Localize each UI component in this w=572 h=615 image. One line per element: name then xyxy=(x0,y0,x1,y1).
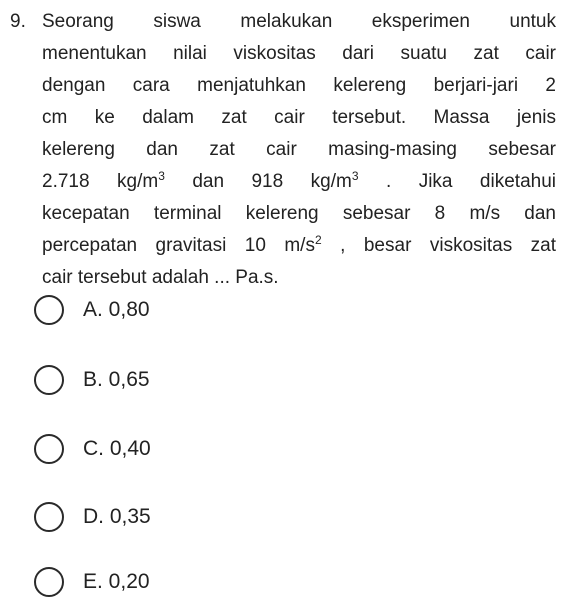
question-line: dengan cara menjatuhkan kelereng berjari-jari 2 xyxy=(42,75,556,96)
option-b[interactable] xyxy=(34,360,150,400)
radio-button-icon[interactable] xyxy=(34,434,64,464)
option-label: D. 0,35 xyxy=(83,505,151,528)
question-line: cm ke dalam zat cair tersebut. Massa jenis xyxy=(42,107,556,128)
option-d[interactable] xyxy=(34,497,151,537)
question-line: kecepatan terminal kelereng sebesar 8 m/s dan xyxy=(42,203,556,224)
question-line-densities xyxy=(42,166,556,198)
question-text xyxy=(42,6,556,294)
question-line: cair tersebut adalah ... Pa.s. xyxy=(42,267,279,288)
question-line: Seorang siswa melakukan eksperimen untuk xyxy=(42,11,556,32)
density-unit: $kg/m^3$ xyxy=(117,169,165,192)
question-number: 9. xyxy=(10,11,26,32)
question-line-gravity: percepatan gravitasi 10 $m/s^2$ , besar viskositas zat xyxy=(42,233,557,256)
radio-button-icon[interactable] xyxy=(34,567,64,597)
radio-button-icon[interactable] xyxy=(34,502,64,532)
radio-button-icon[interactable] xyxy=(34,365,64,395)
option-c[interactable] xyxy=(34,429,151,469)
option-e[interactable] xyxy=(34,562,150,602)
density-unit: $kg/m^3$ xyxy=(310,169,359,192)
option-label: E. 0,20 xyxy=(83,570,150,593)
question-line: kelereng dan zat cair masing-masing sebesar xyxy=(42,139,556,160)
option-label: B. 0,65 xyxy=(83,368,150,391)
question xyxy=(10,6,556,294)
question-line: menentukan nilai viskositas dari suatu zat cair xyxy=(42,43,556,64)
density-kelereng: 2.718 xyxy=(42,171,90,192)
question-line-tail: . Jika diketahui xyxy=(385,171,556,192)
option-a[interactable] xyxy=(34,290,150,330)
radio-button-icon[interactable] xyxy=(34,295,64,325)
density-zat-cair: 918 xyxy=(251,171,284,192)
option-label: C. 0,40 xyxy=(83,437,151,460)
option-label: A. 0,80 xyxy=(83,298,150,321)
connector-text: dan xyxy=(192,171,225,192)
gravity-unit: $m/s^2$ xyxy=(284,233,322,256)
